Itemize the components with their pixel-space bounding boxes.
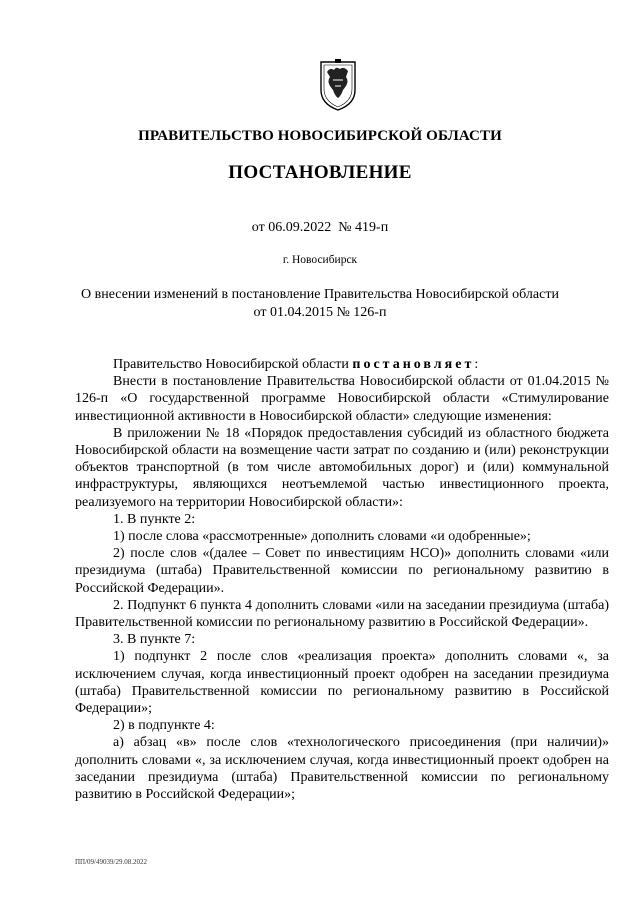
body-paragraph: 2) после слов «(далее – Совет по инвестициям НСО)» дополнить словами «или президиума (штаба) Правительственной комиссии по региональному развитию в Российской Федерации». (75, 546, 609, 596)
body-paragraph: 1) подпункт 2 после слов «реализация проекта» дополнить словами «, за исключением случая, когда инвестиционный проект одобрен на заседании президиума (штаба) Правительственной комиссии по региональному развитию в Российской Федерации»; (75, 649, 609, 717)
document-date: от 06.09.2022 (251, 220, 332, 235)
body-paragraph: 1. В пункте 2: (113, 511, 196, 527)
document-type: ПОСТАНОВЛЕНИЕ (228, 162, 412, 183)
body-paragraph: В приложении № 18 «Порядок предоставления субсидий из областного бюджета Новосибирской области на возмещение части затрат по созданию и (или) реконструкции объектов транспортной (в том числе автомобильных дорог) и (или) коммунальной инфраструктуры, являющихся неотъемлемой частью инвестиционного проекта, реализуемого на территории Новосибирской области»: (75, 425, 609, 510)
title-line-1: О внесении изменений в постановление Правительства Новосибирской области (81, 287, 559, 302)
body-paragraph: 1) после слова «рассмотренные» дополнить словами «и одобренные»; (113, 529, 531, 545)
body-paragraph: 3. В пункте 7: (113, 632, 196, 648)
body-paragraph: 2. Подпункт 6 пункта 4 дополнить словами «или на заседании президиума (штаба) Правительственной комиссии по региональному развитию в Российской Федерации». (75, 597, 609, 631)
body-paragraph: Внести в постановление Правительства Новосибирской области от 01.04.2015 № 126-п «О государственной программе Новосибирской области «Стимулирование инвестиционной активности в Новосибирской области» следующие изменения: (75, 374, 609, 424)
city: г. Новосибирск (282, 254, 358, 266)
body-paragraph: а) абзац «в» после слов «технологического присоединения (при наличии)» дополнить словами «, за исключением случая, когда инвестиционный проект одобрен на заседании президиума (штаба) Правительственной комиссии по региональному развитию в Российской Федерации»; (75, 735, 609, 803)
title-line-2: от 01.04.2015 № 126-п (253, 305, 387, 320)
intro-text: Правительство Новосибирской области (113, 357, 353, 372)
footer-code: ПП/09/49039/29.08.2022 (75, 858, 147, 866)
coat-of-arms-icon (318, 58, 358, 112)
document-number: № 419-п (338, 220, 389, 235)
organization-name: ПРАВИТЕЛЬСТВО НОВОСИБИРСКОЙ ОБЛАСТИ (138, 128, 502, 144)
intro-resolves-word: постановляет (352, 357, 475, 372)
document-body (75, 356, 609, 803)
document-title (0, 286, 640, 322)
date-number-line (0, 220, 640, 236)
intro-paragraph (75, 356, 609, 373)
intro-colon: : (474, 357, 479, 372)
body-paragraph: 2) в подпункте 4: (113, 718, 215, 734)
